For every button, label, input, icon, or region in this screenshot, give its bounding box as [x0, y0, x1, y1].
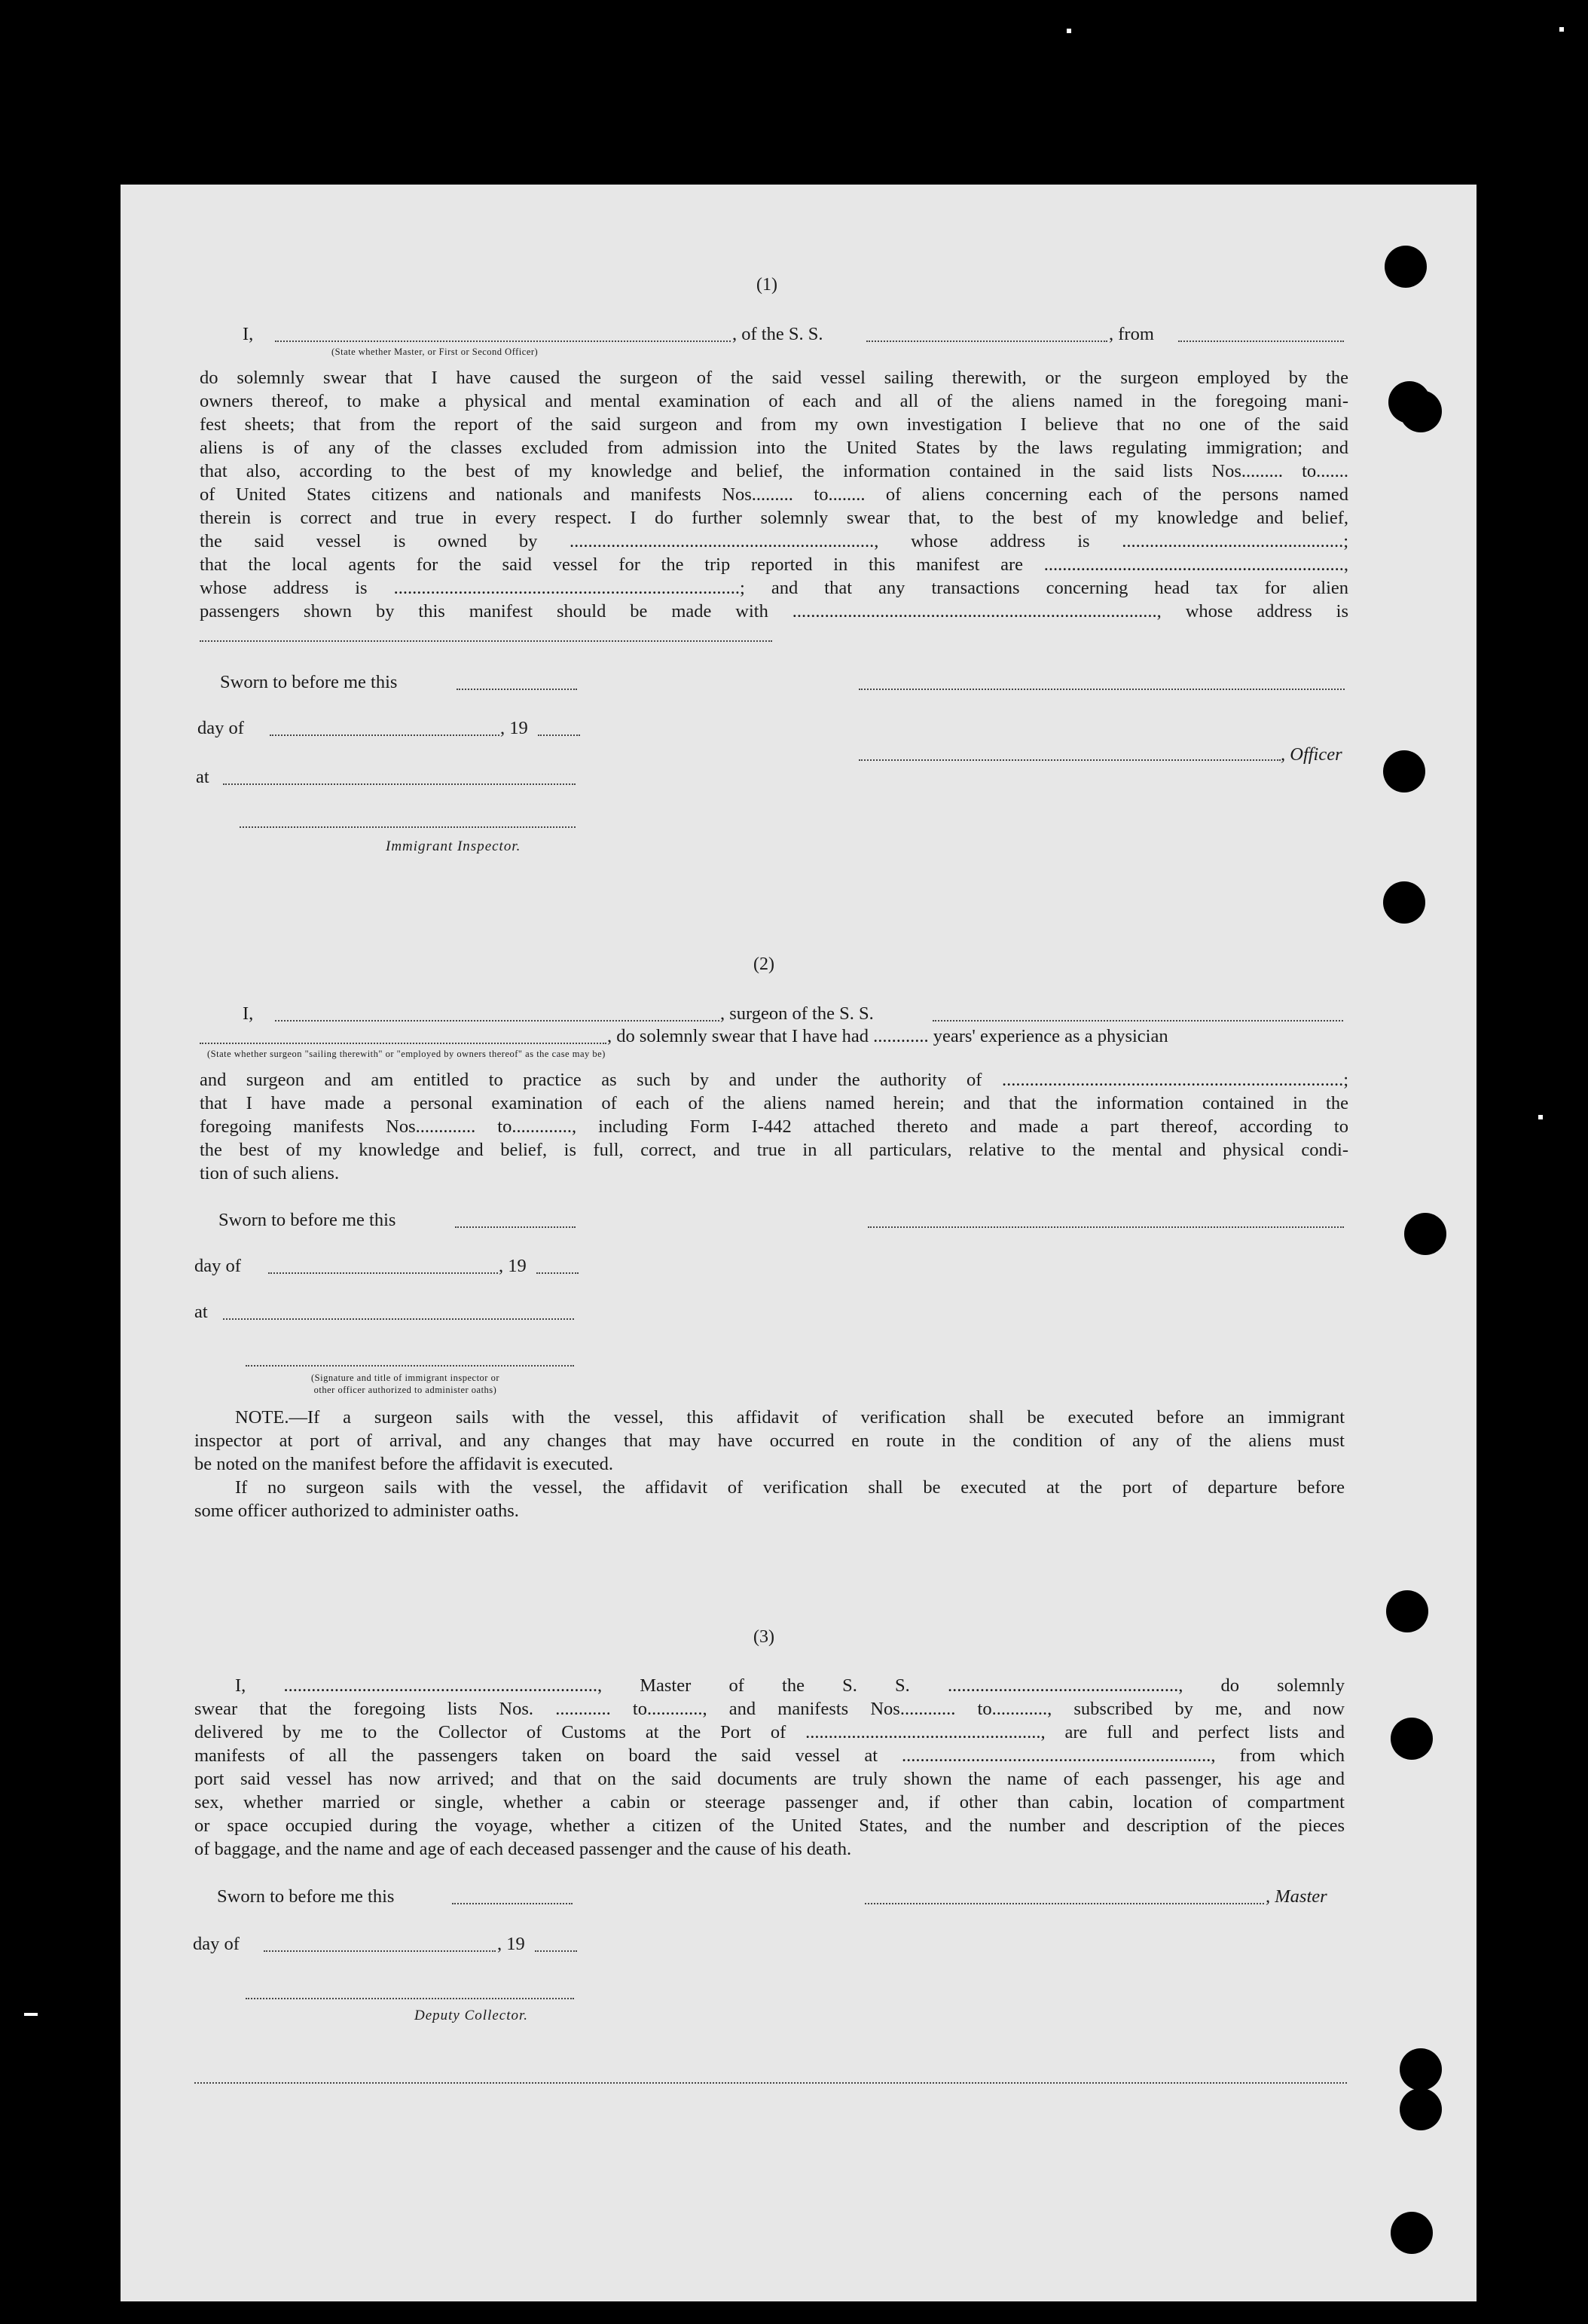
surgeon-oath-line: and surgeon and am entitled to practice as such by and under the authority of ..........................................................................;: [200, 1070, 1348, 1090]
master-oath-line: I, ...................................................................., Master of the S. S. .................................................., do solemnly: [235, 1675, 1345, 1696]
oath-line: of United States citizens and nationals and manifests Nos......... to........ of aliens concerning each of the persons named: [200, 484, 1348, 505]
scan-speck: [24, 2013, 38, 2016]
oath-line: whose address is ...........................................................................; and that any transactions concerning head tax for alien: [200, 578, 1348, 598]
surgeon-oath-line: the best of my knowledge and belief, is full, correct, and true in all particulars, relative to the mental and physical condi-: [200, 1140, 1348, 1160]
oath-line: owners thereof, to make a physical and mental examination of each and all of the aliens named in the foregoing mani-: [200, 391, 1348, 411]
sworn-day-blank-3: [452, 1903, 573, 1904]
section-2-number: (2): [753, 954, 774, 974]
from-port-blank: [1178, 341, 1344, 342]
punch-hole: [1391, 2212, 1433, 2254]
oath-line: the said vessel is owned by .................................................................., whose address is ................................................;: [200, 531, 1348, 551]
officer-instruction: (State whether Master, or First or Second Officer): [331, 347, 539, 357]
authorized-signature-blank: [246, 1365, 574, 1367]
master-oath-line: swear that the foregoing lists Nos. ............ to............, and manifests Nos............ to............, subscribed by me, and now: [194, 1699, 1345, 1719]
punch-hole: [1400, 2048, 1442, 2090]
surgeon-oath-line: foregoing manifests Nos............. to............., including Form I-442 attached thereto and made a part thereof, according to: [200, 1116, 1348, 1137]
punch-hole: [1385, 246, 1427, 288]
punch-hole: [1383, 881, 1425, 924]
surgeon-name-blank: [275, 1020, 719, 1022]
note-line: be noted on the manifest before the affidavit is executed.: [194, 1454, 614, 1474]
year-label-2: , 19: [499, 1256, 527, 1276]
day-of-blank-1: [270, 734, 499, 736]
day-of-label-1: day of: [197, 718, 244, 738]
note-line: inspector at port of arrival, and any changes that may have occurred en route in the condition of any of the aliens must: [194, 1431, 1345, 1451]
oath-line: that the local agents for the said vessel for the trip reported in this manifest are .................................................................,: [200, 554, 1348, 575]
surgeon-oath-line: that I have made a personal examination of each of the aliens named herein; and that the information contained in the: [200, 1093, 1348, 1113]
section-1-number: (1): [756, 275, 777, 295]
master-oath-line: delivered by me to the Collector of Customs at the Port of ..................................................., are full and perfect lists and: [194, 1722, 1345, 1742]
declarant-label: I,: [243, 324, 254, 344]
surgeon-declarant-label: I,: [243, 1003, 254, 1024]
master-signature-blank: [865, 1903, 1264, 1904]
oath-line: aliens is of any of the classes excluded from admission into the United States by the laws regulating immigration; and: [200, 438, 1348, 458]
oath-line: therein is correct and true in every respect. I do further solemnly swear that, to the best of my knowledge and belief,: [200, 508, 1348, 528]
experience-line: , do solemnly swear that I have had ............ years' experience as a physician: [607, 1026, 1168, 1046]
officer-label: , Officer: [1281, 744, 1342, 765]
officer-signature-blank-top: [859, 689, 1345, 690]
from-label: , from: [1109, 324, 1154, 344]
signature-instruction-1: (Signature and title of immigrant inspector or: [310, 1373, 500, 1383]
master-oath-line: of baggage, and the name and age of each deceased passenger and the cause of his death.: [194, 1839, 852, 1859]
scan-speck: [1538, 1115, 1543, 1119]
day-of-label-3: day of: [193, 1934, 240, 1954]
sworn-day-blank-2: [455, 1226, 576, 1228]
inspector-signature-blank: [240, 826, 576, 828]
surgeon-oath-line: tion of such aliens.: [200, 1163, 340, 1183]
section-3-number: (3): [753, 1627, 774, 1647]
punch-hole: [1404, 1213, 1446, 1255]
master-oath-line: or space occupied during the voyage, whether a citizen of the United States, and the number and description of the pieces: [194, 1816, 1345, 1836]
note-line: NOTE.—If a surgeon sails with the vessel, this affidavit of verification shall be executed before an immigrant: [235, 1407, 1345, 1428]
punch-hole: [1386, 1590, 1428, 1632]
scan-speck: [1067, 29, 1071, 33]
punch-hole: [1400, 2088, 1442, 2130]
punch-hole: [1400, 390, 1442, 432]
note-line: If no surgeon sails with the vessel, the affidavit of verification shall be executed at the port of departure before: [235, 1477, 1345, 1498]
year-blank-1: [538, 734, 580, 736]
master-oath-line: manifests of all the passengers taken on board the said vessel at ..................................................................., from which: [194, 1745, 1345, 1766]
vessel-name-blank: [866, 341, 1107, 342]
day-of-blank-2: [268, 1272, 498, 1274]
at-blank-2: [223, 1318, 574, 1320]
day-of-blank-3: [264, 1950, 496, 1952]
year-blank-2: [536, 1272, 579, 1274]
signature-instruction-2: other officer authorized to administer oaths): [313, 1385, 497, 1395]
officer-name-blank: [275, 341, 731, 342]
sworn-day-blank: [457, 689, 577, 690]
surgeon-instruction: (State whether surgeon "sailing therewith" or "employed by owners thereof" as the case may be): [207, 1049, 606, 1059]
punch-hole: [1391, 1718, 1433, 1760]
address-blank: [200, 640, 772, 642]
master-label: , Master: [1266, 1886, 1327, 1907]
sworn-label-3: Sworn to before me this: [217, 1886, 395, 1907]
oath-line: fest sheets; that from the report of the said surgeon and from my own investigation I believe that no one of the said: [200, 414, 1348, 435]
year-label-3: , 19: [497, 1934, 525, 1954]
oath-line: that also, according to the best of my knowledge and belief, the information contained in the said lists Nos......... to.......: [200, 461, 1348, 481]
bottom-rule: [194, 2082, 1347, 2084]
year-blank-3: [535, 1950, 577, 1952]
surgeon-signature-blank: [868, 1226, 1344, 1228]
surgeon-vessel-label: , surgeon of the S. S.: [720, 1003, 874, 1024]
master-oath-line: sex, whether married or single, whether a cabin or steerage passenger and, if other than cabin, location of compartment: [194, 1792, 1345, 1812]
sworn-label-2: Sworn to before me this: [218, 1210, 396, 1230]
deputy-signature-blank: [246, 1998, 574, 1999]
oath-line: do solemnly swear that I have caused the surgeon of the said vessel sailing therewith, or the surgeon employed by the: [200, 368, 1348, 388]
vessel-label: , of the S. S.: [732, 324, 823, 344]
note-line: some officer authorized to administer oaths.: [194, 1501, 519, 1521]
inspector-label: Immigrant Inspector.: [386, 838, 521, 854]
master-oath-line: port said vessel has now arrived; and that on the said documents are truly shown the name of each passenger, his age and: [194, 1769, 1345, 1789]
day-of-label-2: day of: [194, 1256, 241, 1276]
oath-line: passengers shown by this manifest should be made with ..............................................................................., whose address is: [200, 601, 1348, 621]
scan-speck: [1559, 27, 1564, 32]
at-label-1: at: [196, 767, 209, 787]
surgeon-vessel-blank: [933, 1020, 1343, 1022]
year-label-1: , 19: [500, 718, 528, 738]
at-blank-1: [223, 783, 576, 785]
deputy-label: Deputy Collector.: [414, 2008, 529, 2023]
at-label-2: at: [194, 1302, 208, 1322]
punch-hole: [1383, 750, 1425, 792]
officer-signature-blank: [859, 759, 1281, 761]
sworn-label-1: Sworn to before me this: [220, 672, 398, 692]
surgeon-status-blank: [200, 1043, 606, 1044]
